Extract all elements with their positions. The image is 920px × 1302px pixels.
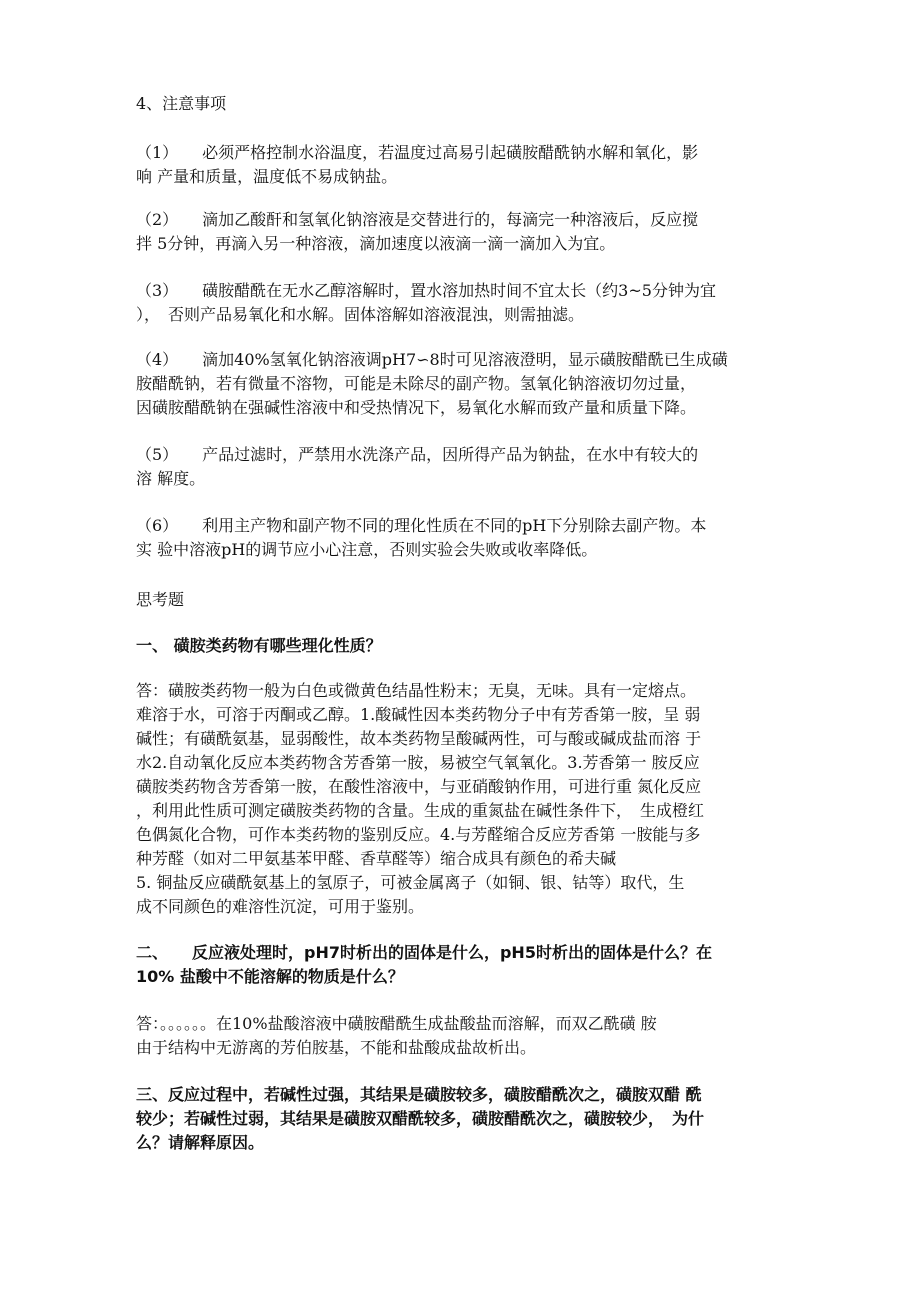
question-line: 三、反应过程中，若碱性过强，其结果是磺胺较多，磺胺醋酰次之，磺胺双醋 酰 (136, 1085, 702, 1104)
paragraph-line: ）， 否则产品易氧化和水解。固体溶解如溶液混浊，则需抽滤。 (136, 305, 585, 324)
paragraph-line: 碱性；有磺酰氨基，显弱酸性，故本类药物呈酸碱两性，可与酸或碱成盐而溶 于 (136, 729, 702, 748)
paragraph-line: 溶 解度。 (136, 469, 206, 488)
paragraph-line: （4） 滴加40%氢氧化钠溶液调pH7∽8时可见溶液澄明，显示磺胺醋酰已生成磺 (136, 350, 728, 369)
question-line: 10% 盐酸中不能溶解的物质是什么？ (136, 967, 404, 986)
paragraph-line: 色偶氮化合物，可作本类药物的鉴别反应。4.与芳醛缩合反应芳香第 一胺能与多 (136, 825, 701, 844)
question-line: 一、 磺胺类药物有哪些理化性质？ (136, 636, 382, 655)
paragraph-line: 由于结构中无游离的芳伯胺基，不能和盐酸成盐故析出。 (136, 1038, 537, 1057)
paragraph-line: 磺胺类药物含芳香第一胺，在酸性溶液中，与亚硝酸钠作用，可进行重 氮化反应 (136, 777, 702, 796)
paragraph-line: 答：。。。。。。在10%盐酸溶液中磺胺醋酰生成盐酸盐而溶解，而双乙酰磺 胺 (136, 1014, 657, 1033)
paragraph-line: 胺醋酰钠，若有微量不溶物，可能是未除尽的副产物。氢氧化钠溶液切勿过量， (136, 374, 697, 393)
paragraph-line: （1） 必须严格控制水浴温度，若温度过高易引起磺胺醋酰钠水解和氧化，影 (136, 143, 699, 162)
paragraph-line: （5） 产品过滤时，严禁用水洗涤产品，因所得产品为钠盐，在水中有较大的 (136, 445, 699, 464)
question-1 (136, 634, 796, 658)
paragraph-line: 因磺胺醋酰钠在强碱性溶液中和受热情况下，易氧化水解而致产量和质量下降。 (136, 398, 697, 417)
paragraph-line: （3） 磺胺醋酰在无水乙醇溶解时，置水溶加热时间不宜太长（约3~5分钟为宜 (136, 281, 716, 300)
question-line: 么？请解释原因。 (136, 1133, 265, 1152)
questions-heading (136, 588, 796, 612)
answer-1 (136, 679, 796, 919)
precaution-item-6 (136, 514, 796, 562)
precaution-item-2 (136, 208, 796, 256)
precaution-item-5 (136, 443, 796, 491)
paragraph-line: 难溶于水，可溶于丙酮或乙醇。1.酸碱性因本类药物分子中有芳香第一胺，呈 弱 (136, 705, 701, 724)
precaution-item-1 (136, 141, 796, 189)
answer-2 (136, 1012, 796, 1060)
paragraph-line: ，利用此性质可测定磺胺类药物的含量。生成的重氮盐在碱性条件下， 生成橙红 (136, 801, 705, 820)
precaution-item-4 (136, 348, 796, 420)
heading-text: 4、注意事项 (136, 94, 227, 113)
paragraph-line: 种芳醛（如对二甲氨基苯甲醛、香草醛等）缩合成具有颜色的希夫碱 (136, 849, 617, 868)
question-line: 较少；若碱性过弱，其结果是磺胺双醋酰较多，磺胺醋酰次之，磺胺较少， 为什 (136, 1109, 705, 1128)
question-3 (136, 1083, 796, 1155)
question-line: 二、 反应液处理时，pH7时析出的固体是什么，pH5时析出的固体是什么？在 (136, 943, 712, 962)
precaution-item-3 (136, 279, 796, 327)
question-2 (136, 941, 796, 989)
heading-text: 思考题 (136, 590, 185, 609)
paragraph-line: （2） 滴加乙酸酐和氢氧化钠溶液是交替进行的，每滴完一种溶液后，反应搅 (136, 210, 699, 229)
paragraph-line: 响 产量和质量，温度低不易成钠盐。 (136, 167, 398, 186)
paragraph-line: 水2.自动氧化反应本类药物含芳香第一胺，易被空气氧氧化。3.芳香第一 胺反应 (136, 753, 700, 772)
paragraph-line: 拌 5分钟，再滴入另一种溶液，滴加速度以液滴一滴一滴加入为宜。 (136, 234, 616, 253)
paragraph-line: 成不同颜色的难溶性沉淀，可用于鉴别。 (136, 897, 425, 916)
paragraph-line: 答：磺胺类药物一般为白色或微黄色结晶性粉末；无臭，无味。具有一定熔点。 (136, 681, 697, 700)
paragraph-line: （6） 利用主产物和副产物不同的理化性质在不同的pH下分别除去副产物。本 (136, 516, 707, 535)
paragraph-line: 5. 铜盐反应磺酰氨基上的氢原子，可被金属离子（如铜、银、钴等）取代，生 (136, 873, 685, 892)
precautions-heading (136, 92, 796, 116)
paragraph-line: 实 验中溶液pH的调节应小心注意，否则实验会失败或收率降低。 (136, 540, 598, 559)
